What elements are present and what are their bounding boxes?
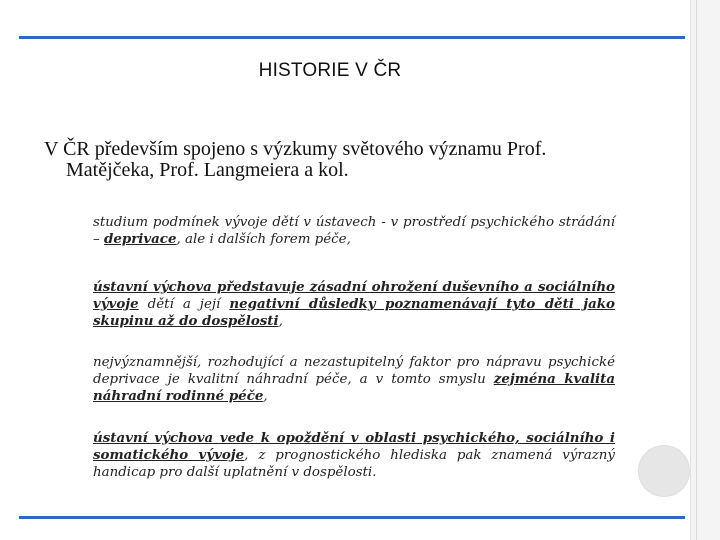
- list-item: [75, 214, 615, 248]
- slide-title: HISTORIE V ČR: [258, 60, 402, 81]
- bullet-emphasis: zejména kvalita náhradní rodinné péče: [93, 371, 615, 404]
- bullet-list: [75, 214, 615, 481]
- bullet-text: , z prognostického hlediska pak znamená výrazný handicap pro další uplatnění v dospělosti.: [93, 448, 615, 480]
- bullet-emphasis: ústavní výchova vede k opoždění v oblasti psychického, sociálního i somatického vývoje: [93, 430, 615, 463]
- bullet-emphasis: negativní důsledky poznamenávají tyto děti jako skupinu až do dospělosti: [93, 296, 615, 329]
- right-frame-line: [696, 0, 697, 540]
- lead-line-1: V ČR především spojeno s výzkumy světového významu Prof.: [44, 138, 547, 160]
- bottom-rule: [19, 516, 685, 519]
- bullet-text: ,: [278, 314, 283, 329]
- bullet-text: ,: [263, 389, 268, 404]
- bullet-text: dětí a její: [138, 297, 230, 312]
- bullet-text: , ale i dalších forem péče,: [176, 232, 351, 247]
- bullet-text: studium podmínek vývoje dětí v ústavech - v prostředí psychického strádání –: [93, 215, 615, 247]
- right-frame-border: [690, 0, 720, 540]
- bullet-text: nejvýznamnější, rozhodující a nezastupitelný faktor pro nápravu psychické deprivace je kvalitní náhradní péče, a v tomto smyslu: [93, 355, 615, 387]
- lead-text: [44, 139, 644, 181]
- bullet-emphasis: ústavní výchova představuje zásadní ohrožení duševního a sociálního vývoje: [93, 279, 615, 312]
- top-rule: [19, 36, 685, 39]
- lead-line-2: Matějčeka, Prof. Langmeiera a kol.: [66, 159, 349, 181]
- bullet-emphasis: deprivace: [103, 231, 177, 247]
- list-item: [75, 279, 615, 330]
- list-item: [75, 430, 615, 481]
- slide-nav-button[interactable]: [638, 445, 690, 497]
- list-item: [75, 354, 615, 405]
